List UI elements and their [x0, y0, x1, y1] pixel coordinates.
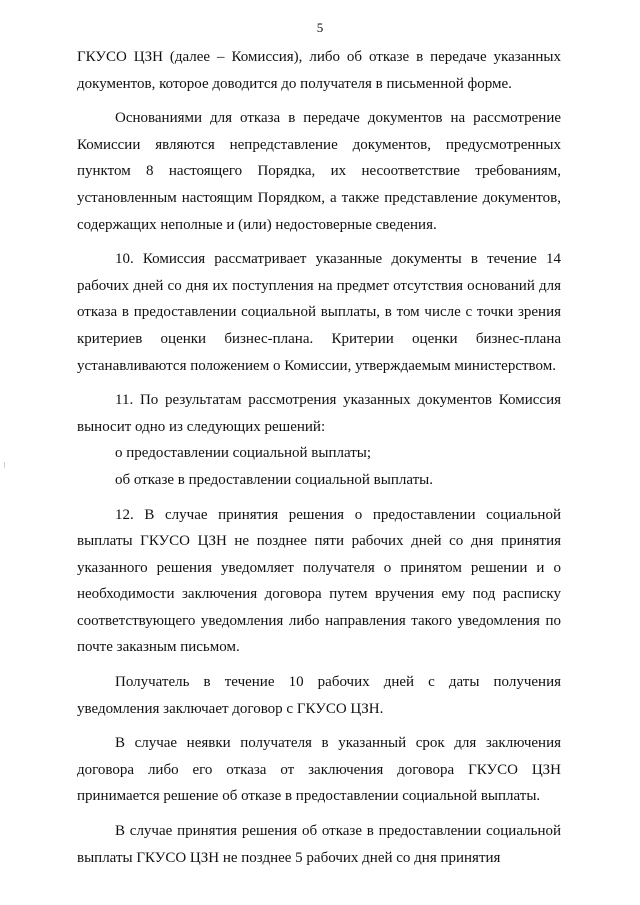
page-number: 5 [316, 20, 324, 35]
paragraph-item-11: 11. По результатам рассмотрения указанных документов Комиссия выносит одно из следующих решений: [77, 392, 561, 435]
paragraph-no-show: В случае неявки получателя в указанный срок для заключения договора либо его отказа от заключения договора ГКУСО ЦЗН принимается решение об отказе в предоставлении социальной выплаты. [77, 735, 561, 805]
list-item-refusal: об отказе в предоставлении социальной выплаты. [115, 471, 433, 488]
paragraph-contract-term: Получатель в течение 10 рабочих дней с даты получения уведомления заключает договор с ГКУСО ЦЗН. [77, 674, 561, 717]
paragraph-refusal-decision: В случае принятия решения об отказе в предоставлении социальной выплаты ГКУСО ЦЗН не позднее 5 рабочих дней со дня принятия [77, 823, 561, 866]
paragraph-refusal-grounds: Основаниями для отказа в передаче документов на рассмотрение Комиссии являются непредставление документов, предусмотренных пунктом 8 настоящего Порядка, их несоответствие требованиям, установленным настоящим Порядком, а также представление документов, содержащих неполные и (или) недостоверные сведения. [77, 110, 561, 233]
paragraph-continuation: ГКУСО ЦЗН (далее – Комиссия), либо об отказе в передаче указанных документов, которое доводится до получателя в письменной форме. [77, 49, 561, 92]
list-item-grant: о предоставлении социальной выплаты; [115, 445, 372, 462]
paragraph-item-12: 12. В случае принятия решения о предоставлении социальной выплаты ГКУСО ЦЗН не позднее пяти рабочих дней со дня принятия указанного решения уведомляет получателя о принятом решении и о необходимости заключения договора путем вручения ему под расписку соответствующего уведомления либо направления такого уведомления по почте заказным письмом. [77, 506, 561, 656]
scan-edge-mark [4, 462, 5, 468]
paragraph-item-10: 10. Комиссия рассматривает указанные документы в течение 14 рабочих дней со дня их поступления на предмет отсутствия оснований для отказа в предоставлении социальной выплаты, в том числе с точки зрения критериев оценки бизнес-плана. Критерии оценки бизнес-плана устанавливаются положением о Комиссии, утверждаемым министерством. [77, 251, 561, 374]
document-body [77, 44, 561, 871]
